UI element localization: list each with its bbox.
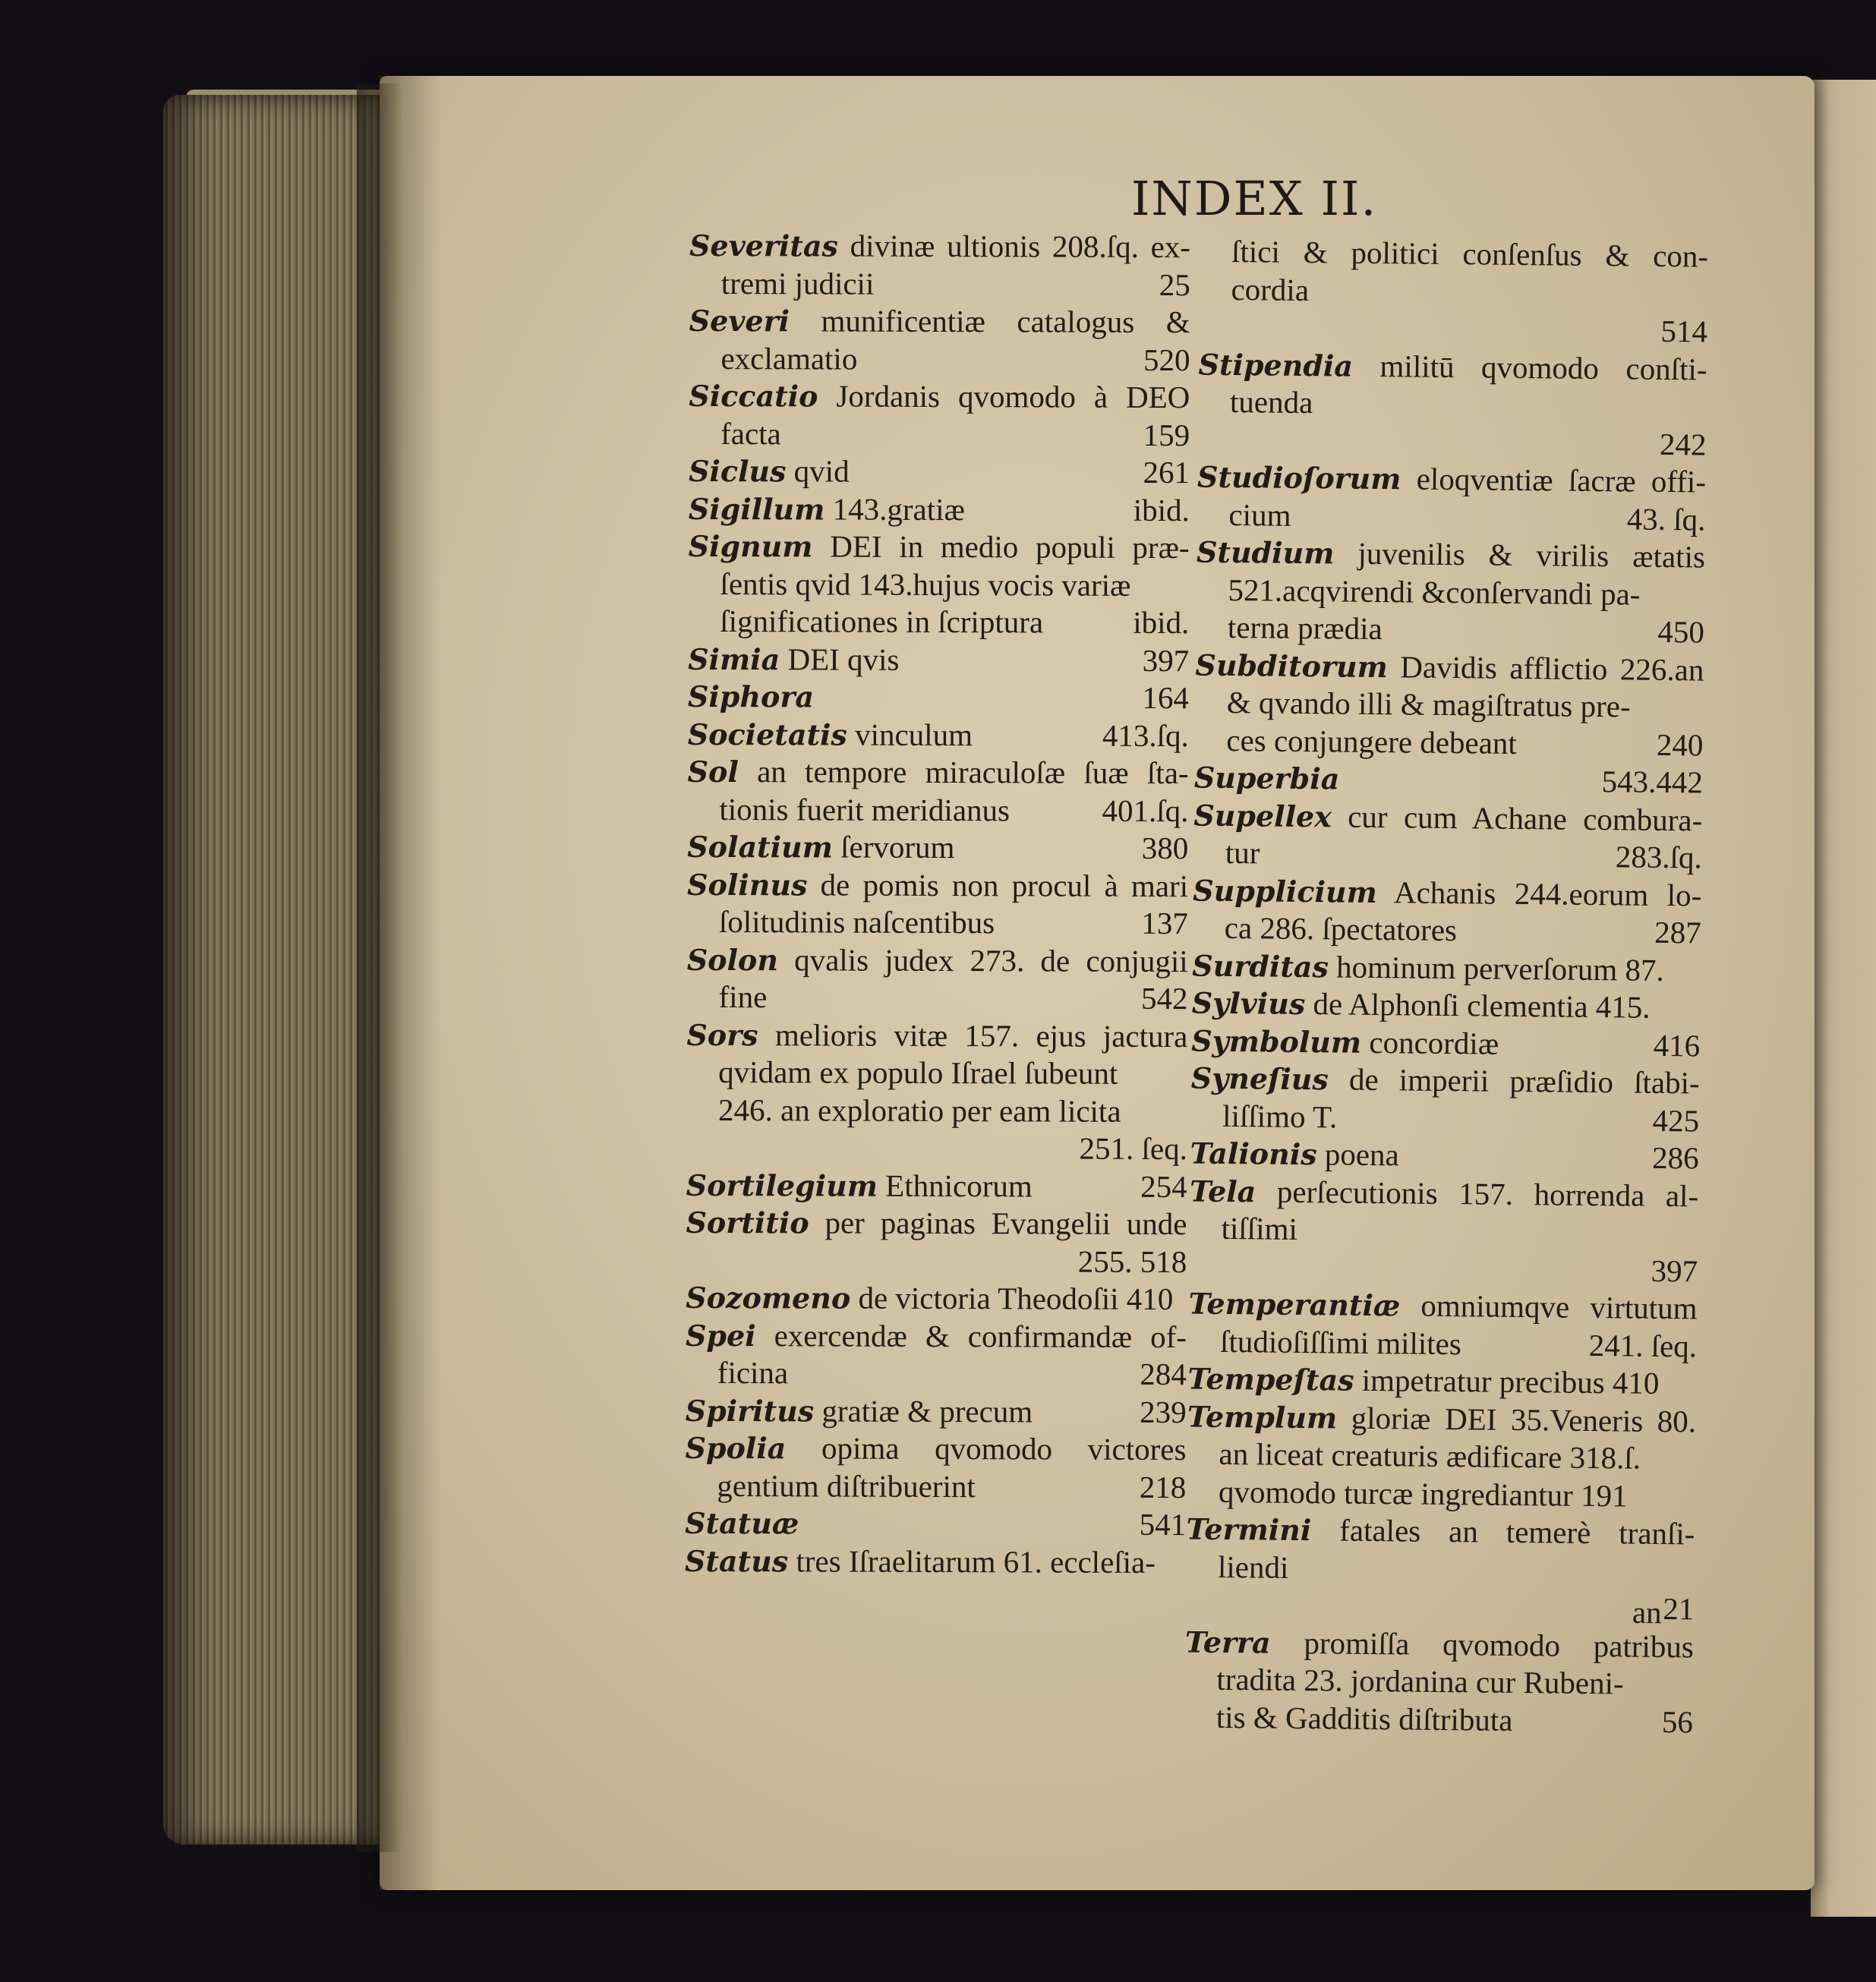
- entry-page-ref: 397: [1651, 1253, 1698, 1288]
- entry-headword: Spei: [685, 1318, 756, 1353]
- entry-first-line: [1191, 1022, 1700, 1065]
- entry-page-ref: 241. ſeq.: [1588, 1327, 1698, 1363]
- entry-first-line: [1187, 1360, 1696, 1403]
- entry-text: de imperii præſidio ſtabi-: [1328, 1061, 1700, 1101]
- entry-headword: Templum: [1187, 1398, 1338, 1435]
- entry-page-ref: 159: [1143, 417, 1190, 452]
- entry-continuation-line: [1197, 496, 1705, 539]
- catchword: an: [1632, 1594, 1662, 1631]
- entry-text: liendi: [1217, 1549, 1289, 1585]
- entry-page-ref: 425: [1652, 1102, 1700, 1138]
- index-entry: [687, 865, 1188, 942]
- entry-headword: Severitas: [689, 228, 839, 263]
- index-entry: [1192, 947, 1701, 990]
- entry-continuation-line: [1193, 834, 1702, 878]
- index-entry: [1197, 458, 1706, 539]
- entry-continuation-line: [1189, 1209, 1698, 1253]
- entry-text: Davidis afflictio 226.an: [1387, 648, 1704, 688]
- index-entry: [688, 678, 1189, 717]
- index-entry: [685, 1505, 1186, 1544]
- entry-text: an tempore miraculoſæ ſuæ ſta-: [738, 754, 1189, 791]
- index-entry: [1197, 345, 1707, 464]
- entry-first-line: [1185, 1623, 1694, 1666]
- entry-page-ref: 380: [1141, 830, 1189, 866]
- entry-first-line: [687, 828, 1188, 868]
- entry-text: qvalis judex 273. de conjugii: [777, 941, 1188, 978]
- entry-page-ref: 43. ſq.: [1626, 500, 1706, 537]
- index-entry: [1192, 984, 1701, 1027]
- entry-page-ref: 286: [1651, 1139, 1699, 1176]
- entry-text: cium: [1228, 496, 1291, 533]
- entry-page-ref: 21: [1663, 1591, 1695, 1627]
- index-entry: [1190, 1059, 1700, 1139]
- entry-first-line: [1193, 796, 1702, 840]
- entry-text: melioris vitæ 157. ejus jactura: [758, 1016, 1188, 1054]
- entry-text: tur: [1225, 834, 1260, 871]
- entry-continuation-line: [1198, 383, 1707, 427]
- entry-first-line: [689, 377, 1190, 417]
- index-entry: [688, 715, 1189, 755]
- entry-text: ca 286. ſpectatores: [1224, 909, 1458, 948]
- entry-headword: Temperantiæ: [1188, 1286, 1401, 1323]
- entry-text: qvomodo turcæ ingrediantur 191: [1218, 1473, 1628, 1514]
- entry-text: gratiæ & precum: [814, 1392, 1033, 1429]
- entry-page-ref: 413.ſq.: [1102, 717, 1189, 753]
- entry-text: ficina: [717, 1354, 789, 1391]
- entry-headword: Siclus: [688, 453, 787, 489]
- entry-text: fatales an temerè tranſi-: [1311, 1512, 1695, 1552]
- entry-text: tradita 23. jordanina cur Rubeni-: [1216, 1661, 1624, 1701]
- entry-headword: Studioſorum: [1197, 459, 1401, 496]
- entry-first-line: [688, 715, 1189, 755]
- entry-text: exercendæ & confirmandæ of-: [755, 1317, 1187, 1354]
- entry-text: ſtici & politici conſenſus & con-: [1231, 233, 1709, 274]
- entry-text: tremi judicii: [720, 265, 875, 301]
- entry-continuation-line: [686, 1054, 1187, 1093]
- entry-text: tionis fuerit meridianus: [719, 791, 1011, 827]
- entry-continuation-line: [686, 1354, 1187, 1394]
- entry-first-line: [686, 1316, 1187, 1356]
- entry-continuation-line: [1199, 270, 1707, 314]
- entry-first-line: [1192, 984, 1701, 1027]
- entry-headword: Surditas: [1192, 947, 1329, 984]
- facing-page: [1811, 80, 1876, 1917]
- index-entry: [1193, 796, 1703, 877]
- entry-headword: Spolia: [685, 1430, 787, 1466]
- entry-continuation-line: [689, 414, 1190, 454]
- entry-page-ref: 218: [1139, 1469, 1187, 1505]
- index-entry: [1190, 1134, 1698, 1177]
- entry-page-ref: 287: [1654, 914, 1702, 950]
- entry-text: & qvando illi & magiſtratus pre-: [1226, 684, 1631, 724]
- index-column-right: [1184, 233, 1709, 1741]
- index-entry: [1199, 233, 1709, 351]
- entry-first-line: [687, 941, 1188, 980]
- entry-text: cur cum Achane combura-: [1331, 798, 1703, 838]
- entry-text: divinæ ultionis 208.ſq. ex-: [837, 228, 1191, 265]
- entry-headword: Tela: [1189, 1173, 1256, 1208]
- entry-continuation-line: [686, 1091, 1187, 1130]
- entry-headword: Tempeſtas: [1187, 1361, 1354, 1397]
- entry-headword: Sigillum: [688, 491, 825, 526]
- entry-headword: Solinus: [687, 867, 808, 902]
- index-entry: [686, 941, 1187, 1017]
- entry-continuation-line: [1184, 1698, 1693, 1741]
- entry-text: concordiæ: [1360, 1024, 1499, 1061]
- entry-text: facta: [720, 415, 781, 451]
- entry-headword: Syneſius: [1190, 1060, 1329, 1097]
- entry-first-line: [689, 490, 1190, 529]
- entry-first-line: [686, 1016, 1187, 1055]
- entry-first-line: [1187, 1397, 1696, 1441]
- entry-headword: Subditorum: [1195, 648, 1389, 684]
- entry-continuation-line: [688, 565, 1189, 604]
- entry-continuation-line: [1189, 1247, 1698, 1290]
- entry-text: hominum perverſorum 87.: [1328, 948, 1664, 988]
- entry-text: tres Iſraelitarum 61. eccleſia-: [788, 1542, 1156, 1580]
- index-entry: [1196, 534, 1706, 652]
- entry-text: ſolitudinis naſcentibus: [718, 903, 995, 941]
- entry-continuation-line: [687, 903, 1188, 943]
- entry-first-line: [686, 1166, 1187, 1205]
- entry-page-ref: ibid.: [1133, 604, 1190, 641]
- entry-continuation-line: [686, 978, 1187, 1018]
- entry-text: tuenda: [1229, 383, 1313, 421]
- entry-text: gentium diſtribuerint: [717, 1467, 976, 1504]
- entry-text: perſecutionis 157. horrenda al-: [1256, 1173, 1699, 1213]
- entry-text: munificentiæ catalogus &: [789, 303, 1190, 340]
- entry-text: DEI qvis: [780, 641, 900, 677]
- entry-text: ſervorum: [832, 829, 955, 865]
- index-entry: [1194, 759, 1703, 802]
- entry-text: de victoria Theodoſii 410: [850, 1280, 1174, 1317]
- entry-continuation-line: [1187, 1473, 1695, 1516]
- entry-headword: Status: [684, 1543, 789, 1578]
- entry-first-line: [686, 1279, 1187, 1319]
- entry-page-ref: 283.ſq.: [1615, 839, 1703, 875]
- entry-headword: Terra: [1184, 1624, 1271, 1660]
- entry-text: qvidam ex populo Iſrael ſubeunt: [718, 1054, 1118, 1091]
- entry-page-ref: 239: [1140, 1394, 1187, 1429]
- entry-page-ref: 401.ſq.: [1102, 792, 1189, 828]
- entry-continuation-line: [688, 603, 1189, 642]
- entry-text: poena: [1316, 1136, 1400, 1173]
- entry-page-ref: 242: [1659, 426, 1707, 462]
- entry-page-ref: 254: [1140, 1168, 1187, 1204]
- entry-first-line: [686, 1204, 1187, 1243]
- index-entry: [1188, 1284, 1698, 1365]
- entry-headword: Supplicium: [1193, 873, 1378, 909]
- entry-text: tis & Gadditis diſtributa: [1215, 1699, 1513, 1738]
- entry-first-line: [1190, 1059, 1699, 1102]
- entry-first-line: [1190, 1134, 1698, 1177]
- index-entry: [1185, 1510, 1695, 1628]
- entry-headword: Supellex: [1193, 798, 1332, 833]
- entry-text: de pomis non procul à mari: [807, 866, 1189, 903]
- entry-text: omniumqve virtutum: [1400, 1287, 1698, 1326]
- entry-page-ref: 261: [1143, 454, 1190, 490]
- entry-text: vinculum: [847, 717, 973, 752]
- entry-page-ref: ibid.: [1133, 492, 1190, 528]
- entry-first-line: [689, 227, 1190, 266]
- entry-text: opima qvomodo victores: [786, 1430, 1187, 1467]
- entry-continuation-line: [1196, 571, 1704, 614]
- index-entry: [1193, 871, 1702, 952]
- index-entry: [688, 528, 1190, 642]
- entry-text: militū qvomodo conſti-: [1352, 348, 1707, 387]
- entry-first-line: [1193, 871, 1701, 915]
- entry-continuation-line: [1194, 721, 1703, 764]
- index-entry: [687, 828, 1188, 868]
- entry-continuation-line: [1187, 1435, 1695, 1478]
- entry-text: exclamatio: [720, 340, 858, 377]
- entry-headword: Simia: [688, 641, 780, 676]
- spine-shadow: [357, 84, 402, 1852]
- index-entry: [689, 452, 1190, 492]
- entry-page-ref: 514: [1660, 313, 1708, 349]
- entry-first-line: [1194, 759, 1703, 802]
- entry-continuation-line: [1190, 1097, 1699, 1140]
- index-entry: [689, 490, 1190, 529]
- entry-continuation-line: [686, 1129, 1187, 1168]
- index-entry: [685, 1429, 1186, 1506]
- index-entry: [686, 1316, 1187, 1393]
- entry-headword: Sozomeno: [686, 1280, 851, 1316]
- entry-text: Ethnicorum: [877, 1167, 1033, 1203]
- entry-text: Jordanis qvomodo à DEO: [818, 378, 1190, 415]
- index-entry: [1187, 1397, 1697, 1516]
- entry-first-line: [685, 1542, 1186, 1581]
- entry-page-ref: 164: [1142, 679, 1190, 716]
- entry-text: ſentis qvid 143.hujus vocis variæ: [720, 566, 1131, 603]
- entry-page-ref: 284: [1140, 1356, 1187, 1392]
- entry-page-ref: 520: [1143, 342, 1190, 377]
- index-entry: [1189, 1172, 1699, 1290]
- index-entry: [1194, 646, 1704, 764]
- entry-first-line: [685, 1505, 1186, 1544]
- entry-text: promiſſa qvomodo patribus: [1270, 1624, 1695, 1664]
- entry-headword: Signum: [688, 528, 813, 564]
- index-entry: [689, 227, 1190, 304]
- entry-first-line: [686, 1391, 1187, 1431]
- entry-text: tiſſimi: [1221, 1210, 1298, 1246]
- entry-headword: Solon: [686, 942, 779, 977]
- entry-first-line: [1200, 233, 1708, 276]
- entry-continuation-line: [1185, 1585, 1694, 1628]
- entry-headword: Spiritus: [685, 1393, 815, 1428]
- entry-first-line: [1192, 947, 1701, 990]
- entry-continuation-line: [686, 1241, 1187, 1281]
- entry-text: impetratur precibus 410: [1354, 1362, 1660, 1401]
- entry-first-line: [1195, 646, 1704, 689]
- entry-headword: Talionis: [1190, 1136, 1317, 1172]
- entry-first-line: [1190, 1172, 1698, 1215]
- index-entry: [687, 753, 1188, 830]
- entry-text: cordia: [1231, 271, 1310, 307]
- entry-text: ces conjungere debeant: [1226, 722, 1518, 761]
- entry-headword: Sylvius: [1191, 985, 1306, 1022]
- entry-first-line: [687, 865, 1188, 905]
- entry-first-line: [689, 302, 1190, 342]
- entry-first-line: [1198, 345, 1707, 389]
- entry-first-line: [688, 678, 1189, 717]
- entry-page-ref: 541: [1139, 1506, 1187, 1542]
- entry-headword: Symbolum: [1191, 1023, 1362, 1060]
- index-entry: [686, 1391, 1187, 1431]
- entry-first-line: [1197, 458, 1706, 502]
- entry-text: 521.acqvirendi &conſervandi pa-: [1228, 572, 1641, 612]
- index-entry: [686, 1204, 1187, 1281]
- entry-text: 246. an exploratio per eam licita: [717, 1092, 1121, 1129]
- entry-headword: Stipendia: [1198, 347, 1354, 383]
- entry-continuation-line: [1188, 1322, 1697, 1366]
- index-entry: [688, 640, 1189, 679]
- entry-first-line: [1186, 1510, 1695, 1553]
- entry-headword: Sortitio: [686, 1205, 809, 1240]
- entry-page-ref: 25: [1159, 266, 1190, 302]
- entry-headword: Superbia: [1193, 760, 1340, 796]
- entry-headword: Studium: [1196, 534, 1335, 571]
- index-entry: [1184, 1623, 1695, 1741]
- entry-text: terna prædia: [1227, 609, 1383, 647]
- entry-headword: Siccatio: [689, 378, 818, 414]
- entry-continuation-line: [1199, 308, 1707, 351]
- entry-text: ſtudioſiſſimi milites: [1219, 1323, 1462, 1361]
- index-entry: [686, 1016, 1188, 1167]
- entry-continuation-line: [1186, 1548, 1695, 1591]
- entry-continuation-line: [1184, 1660, 1693, 1703]
- entry-continuation-line: [687, 790, 1188, 830]
- entry-headword: Statuæ: [685, 1505, 799, 1541]
- entry-page-ref: 543.442: [1601, 764, 1704, 800]
- entry-first-line: [689, 528, 1190, 567]
- entry-first-line: [688, 640, 1189, 679]
- entry-continuation-line: [1195, 684, 1704, 727]
- entry-headword: Termini: [1186, 1511, 1312, 1548]
- entry-headword: Severi: [689, 303, 790, 339]
- entry-first-line: [689, 452, 1190, 492]
- entry-headword: Sortilegium: [686, 1167, 878, 1203]
- entry-headword: Societatis: [687, 717, 847, 752]
- entry-text: juvenilis & virilis ætatis: [1334, 535, 1706, 575]
- index-entry: [1191, 1022, 1700, 1065]
- entry-continuation-line: [1193, 909, 1701, 952]
- entry-text: 143.gratiæ: [824, 490, 965, 527]
- index-entry: [686, 1279, 1187, 1319]
- entry-page-ref: 56: [1661, 1703, 1694, 1739]
- entry-page-ref: 542: [1140, 980, 1188, 1016]
- entry-text: DEI in medio populi præ-: [812, 528, 1190, 566]
- entry-continuation-line: [689, 264, 1190, 304]
- entry-text: Achanis 244.eorum lo-: [1376, 874, 1702, 913]
- entry-text: ſignificationes in ſcriptura: [720, 603, 1044, 640]
- entry-continuation-line: [689, 339, 1190, 379]
- entry-first-line: [685, 1429, 1186, 1469]
- entry-page-ref: 416: [1653, 1027, 1701, 1063]
- entry-page-ref: 240: [1656, 726, 1704, 763]
- entry-headword: Solatium: [687, 829, 834, 865]
- running-head: INDEX II.: [1131, 171, 1378, 226]
- entry-page-ref: 251. ſeq.: [1079, 1130, 1187, 1167]
- entry-text: per paginas Evangelii unde: [809, 1205, 1187, 1242]
- entry-text: fine: [718, 978, 768, 1015]
- entry-page-ref: 137: [1141, 905, 1188, 941]
- entry-first-line: [1197, 534, 1705, 577]
- entry-continuation-line: [685, 1467, 1186, 1506]
- entry-text: gloriæ DEI 35.Veneris 80.: [1336, 1400, 1697, 1438]
- entry-first-line: [688, 753, 1189, 792]
- index-entry: [689, 302, 1190, 379]
- entry-page-ref: 397: [1142, 642, 1190, 678]
- entry-continuation-line: [1196, 609, 1704, 652]
- index-column-left: [685, 227, 1190, 1581]
- entry-headword: Sol: [687, 754, 739, 789]
- index-entry: [685, 1542, 1186, 1581]
- entry-text: qvid: [786, 453, 850, 489]
- entry-page-ref: 255. 518: [1077, 1243, 1187, 1279]
- entry-first-line: [1188, 1284, 1697, 1328]
- entry-text: de Alphonſi clementia 415.: [1305, 986, 1651, 1025]
- index-entry: [1187, 1360, 1696, 1403]
- entry-page-ref: 450: [1657, 613, 1705, 650]
- entry-text: an liceat creaturis ædificare 318.ſ.: [1219, 1435, 1641, 1476]
- entry-continuation-line: [1197, 421, 1706, 464]
- index-entry: [686, 1166, 1187, 1205]
- entry-headword: Sors: [686, 1017, 758, 1052]
- index-entry: [689, 377, 1190, 454]
- entry-text: liſſimo T.: [1222, 1098, 1338, 1135]
- entry-text: eloqventiæ ſacræ offi-: [1401, 461, 1707, 499]
- entry-headword: Siphora: [687, 679, 815, 714]
